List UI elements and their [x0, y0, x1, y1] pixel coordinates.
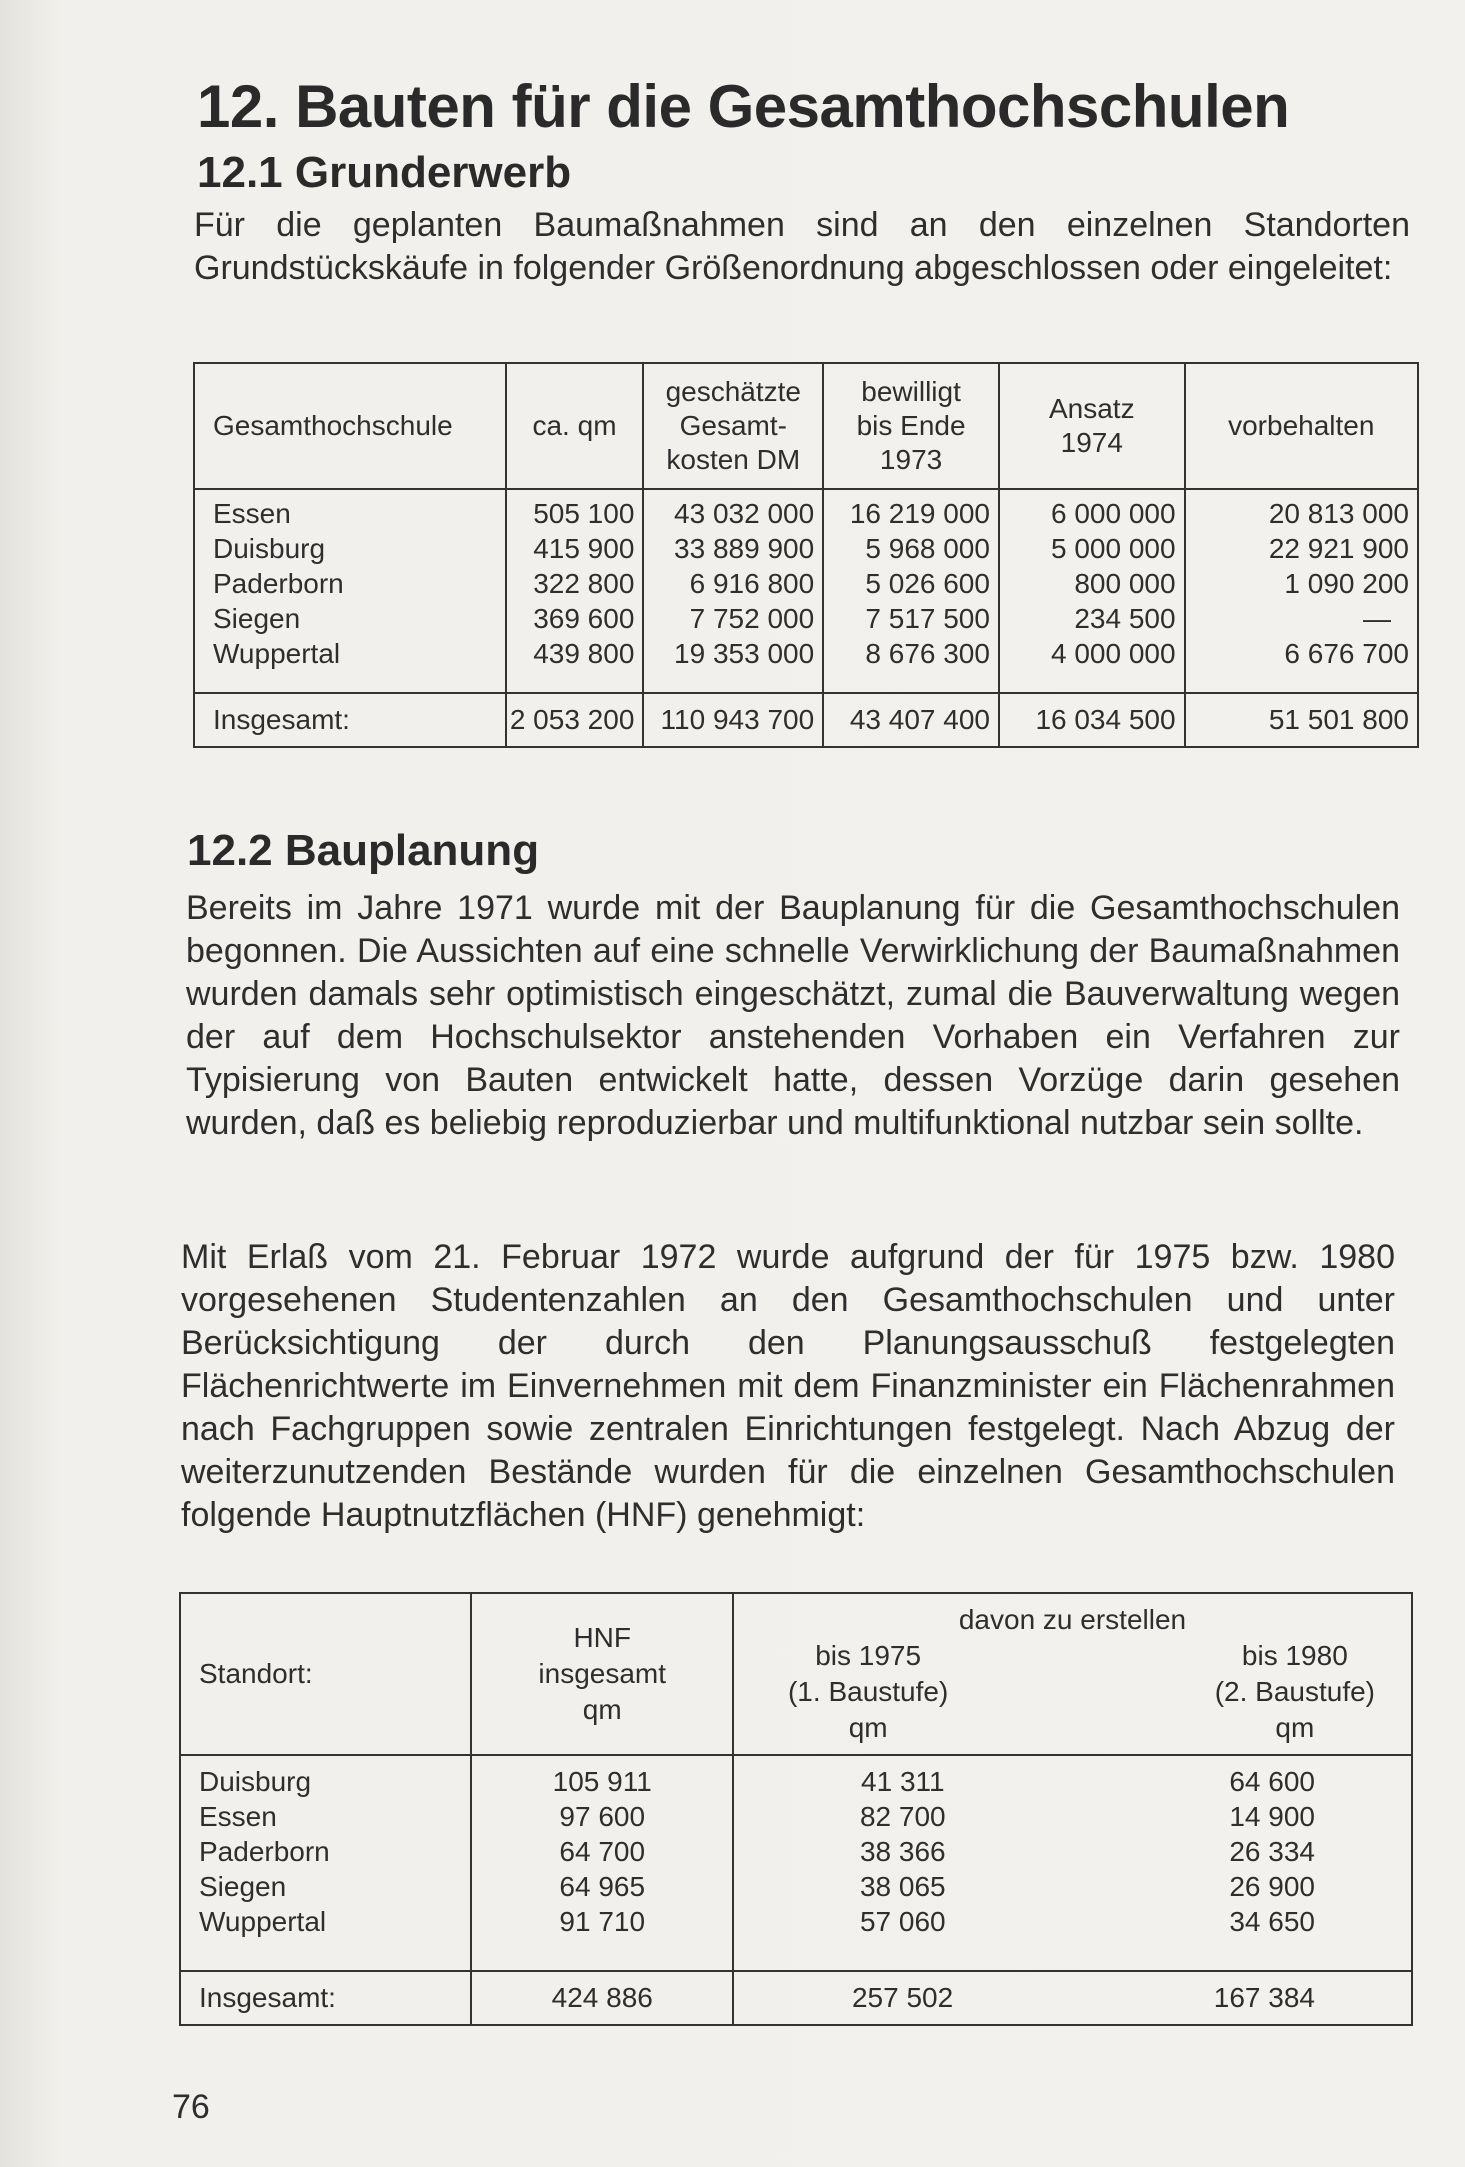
cell-bis-1975: 41 311	[861, 1766, 945, 1797]
total-label: Insgesamt:	[180, 1971, 471, 2025]
table-body-row	[180, 1755, 1412, 1971]
cell-bewilligt: 8 676 300	[865, 638, 990, 669]
header-line: 1974	[1060, 427, 1123, 458]
cell-qm: 415 900	[533, 533, 635, 564]
header-line: qm	[848, 1712, 888, 1743]
header-line: Ansatz	[1048, 393, 1135, 424]
row-name: Wuppertal	[213, 638, 341, 669]
header-line: geschätzte	[665, 376, 801, 407]
header-line: qm	[582, 1694, 622, 1725]
row-name: Siegen	[199, 1871, 287, 1902]
header-line: bis 1975	[815, 1640, 922, 1671]
header-line: Gesamt-	[679, 410, 787, 441]
page-number: 76	[172, 2088, 210, 2126]
table-header-row	[194, 363, 1418, 489]
table-total-row	[180, 1971, 1412, 2025]
cell-bis-1980: 26 334	[1229, 1836, 1315, 1867]
column-bis-1980	[1229, 1764, 1315, 1939]
header-bis-1975	[788, 1638, 948, 1746]
row-name: Essen	[199, 1801, 277, 1832]
total-davon-values	[734, 1982, 1411, 2014]
cell-vorbehalten: 22 921 900	[1268, 533, 1409, 564]
row-name: Duisburg	[199, 1766, 312, 1797]
cell-hnf: 105 911	[552, 1766, 652, 1797]
header-gesamthochschule: Gesamthochschule	[194, 363, 506, 489]
cell-bis-1975: 82 700	[859, 1801, 946, 1832]
cell-bewilligt: 7 517 500	[865, 603, 990, 634]
total-bis-1980: 167 384	[1213, 1982, 1315, 2013]
cell-vorbehalten: 6 676 700	[1284, 638, 1409, 669]
page-title: 12. Bauten für die Gesamthochschulen	[197, 73, 1290, 140]
column-bewilligt	[823, 489, 999, 693]
header-line: kosten DM	[666, 444, 801, 475]
row-name: Paderborn	[213, 568, 344, 599]
header-line: qm	[1275, 1712, 1315, 1743]
cell-ansatz: 800 000	[1074, 568, 1176, 599]
total-ansatz: 16 034 500	[999, 693, 1185, 747]
table-header-row	[180, 1593, 1412, 1755]
table-body-row	[194, 489, 1418, 693]
grunderwerb-table	[193, 362, 1419, 748]
total-vorbehalten: 51 501 800	[1185, 693, 1418, 747]
cell-bis-1980: 34 650	[1229, 1906, 1315, 1937]
header-davon-zu-erstellen	[733, 1593, 1412, 1755]
cell-ansatz: 4 000 000	[1051, 638, 1176, 669]
cell-ansatz: 5 000 000	[1051, 533, 1176, 564]
cell-qm: 505 100	[533, 498, 635, 529]
column-ansatz	[999, 489, 1185, 693]
row-name: Duisburg	[213, 533, 326, 564]
total-bis-1975: 257 502	[851, 1982, 954, 2013]
cell-bewilligt: 5 026 600	[865, 568, 990, 599]
column-names	[194, 489, 506, 693]
column-hnf	[471, 1755, 733, 1971]
header-davon-columns	[734, 1638, 1411, 1746]
header-line: (2. Baustufe)	[1214, 1676, 1375, 1707]
cell-vorbehalten: 20 813 000	[1268, 498, 1409, 529]
header-line: insgesamt	[538, 1658, 667, 1689]
cell-bewilligt: 16 219 000	[849, 498, 990, 529]
table-total-row	[194, 693, 1418, 747]
cell-hnf: 91 710	[559, 1906, 646, 1937]
cell-vorbehalten: —	[1363, 603, 1391, 634]
header-geschaetzte-kosten	[643, 363, 823, 489]
header-line: 1973	[879, 444, 943, 475]
header-standort: Standort:	[180, 1593, 471, 1755]
cell-kosten: 33 889 900	[674, 533, 815, 564]
row-name: Paderborn	[199, 1836, 330, 1867]
cell-kosten: 19 353 000	[674, 638, 815, 669]
header-line: bis Ende	[856, 410, 966, 441]
cell-qm: 439 800	[533, 638, 635, 669]
section-title-bauplanung: 12.2 Bauplanung	[187, 826, 540, 875]
bauplanung-paragraph-1: Bereits im Jahre 1971 wurde mit der Bauplanung für die Gesamthochschulen begonnen. Die Aussichten auf eine schnelle Verwirklichung der Baumaßnahmen wurden damals sehr optimistisch eingeschätzt, zumal die Bauverwaltung wegen der auf dem Hochschulsektor anstehenden Vorhaben ein Verfahren zur Typisierung von Bauten entwickelt hatte, dessen Vorzüge darin gesehen wurden, daß es beliebig reproduzierbar und multifunktional nutzbar sein sollte.	[186, 889, 1400, 1142]
cell-hnf: 64 700	[559, 1836, 646, 1867]
cell-bis-1980: 14 900	[1229, 1801, 1315, 1832]
header-vorbehalten: vorbehalten	[1185, 363, 1418, 489]
header-bis-1980	[1215, 1638, 1375, 1746]
cell-qm: 369 600	[533, 603, 635, 634]
header-line: HNF	[573, 1622, 631, 1653]
cell-hnf: 97 600	[559, 1801, 646, 1832]
header-bewilligt	[823, 363, 999, 489]
total-qm: 2 053 200	[506, 693, 644, 747]
column-davon	[733, 1755, 1412, 1971]
cell-bis-1980: 26 900	[1229, 1871, 1315, 1902]
section-title-grunderwerb: 12.1 Grunderwerb	[197, 148, 572, 197]
header-ca-qm: ca. qm	[506, 363, 644, 489]
column-kosten	[643, 489, 823, 693]
cell-kosten: 43 032 000	[674, 498, 815, 529]
cell-bewilligt: 5 968 000	[865, 533, 990, 564]
header-hnf	[471, 1593, 733, 1755]
grunderwerb-intro: Für die geplanten Baumaßnahmen sind an den einzelnen Standorten Grundstückskäufe in folgender Größenordnung abgeschlossen oder eingeleitet:	[194, 206, 1410, 287]
cell-bis-1975: 38 065	[859, 1871, 946, 1902]
cell-bis-1975: 38 366	[859, 1836, 946, 1867]
column-vorbehalten	[1185, 489, 1418, 693]
cell-qm: 322 800	[533, 568, 635, 599]
bauplanung-paragraph-2: Mit Erlaß vom 21. Februar 1972 wurde aufgrund der für 1975 bzw. 1980 vorgesehenen Studentenzahlen an den Gesamthochschulen und unter Berücksichtigung der durch den Planungsausschuß festgelegten Flächenrichtwerte im Einvernehmen mit dem Finanzminister ein Flächenrahmen nach Fachgruppen sowie zentralen Einrichtungen festgelegt. Nach Abzug der weiterzunutzenden Bestände wurden für die einzelnen Gesamthochschulen folgende Hauptnutzflächen (HNF) genehmigt:	[181, 1238, 1395, 1534]
cell-kosten: 6 916 800	[689, 568, 815, 599]
total-label: Insgesamt:	[194, 693, 506, 747]
header-line: (1. Baustufe)	[787, 1676, 949, 1707]
cell-ansatz: 234 500	[1074, 603, 1176, 634]
davon-values	[734, 1764, 1411, 1939]
row-name: Wuppertal	[199, 1906, 327, 1937]
cell-kosten: 7 752 000	[689, 603, 815, 634]
header-line: bis 1980	[1241, 1640, 1348, 1671]
cell-bis-1975: 57 060	[859, 1906, 946, 1937]
row-name: Siegen	[213, 603, 301, 634]
header-davon-label: davon zu erstellen	[958, 1604, 1187, 1635]
cell-hnf: 64 965	[559, 1871, 646, 1902]
column-standort	[180, 1755, 471, 1971]
cell-vorbehalten: 1 090 200	[1284, 568, 1409, 599]
column-qm	[506, 489, 644, 693]
cell-ansatz: 6 000 000	[1051, 498, 1176, 529]
header-line: bewilligt	[861, 376, 961, 407]
row-name: Essen	[213, 498, 291, 529]
total-davon	[733, 1971, 1412, 2025]
hnf-table	[179, 1592, 1413, 2026]
total-hnf: 424 886	[471, 1971, 733, 2025]
cell-bis-1980: 64 600	[1229, 1766, 1315, 1797]
total-bewilligt: 43 407 400	[823, 693, 999, 747]
column-bis-1975	[860, 1764, 946, 1939]
header-ansatz	[999, 363, 1185, 489]
total-kosten: 110 943 700	[643, 693, 823, 747]
